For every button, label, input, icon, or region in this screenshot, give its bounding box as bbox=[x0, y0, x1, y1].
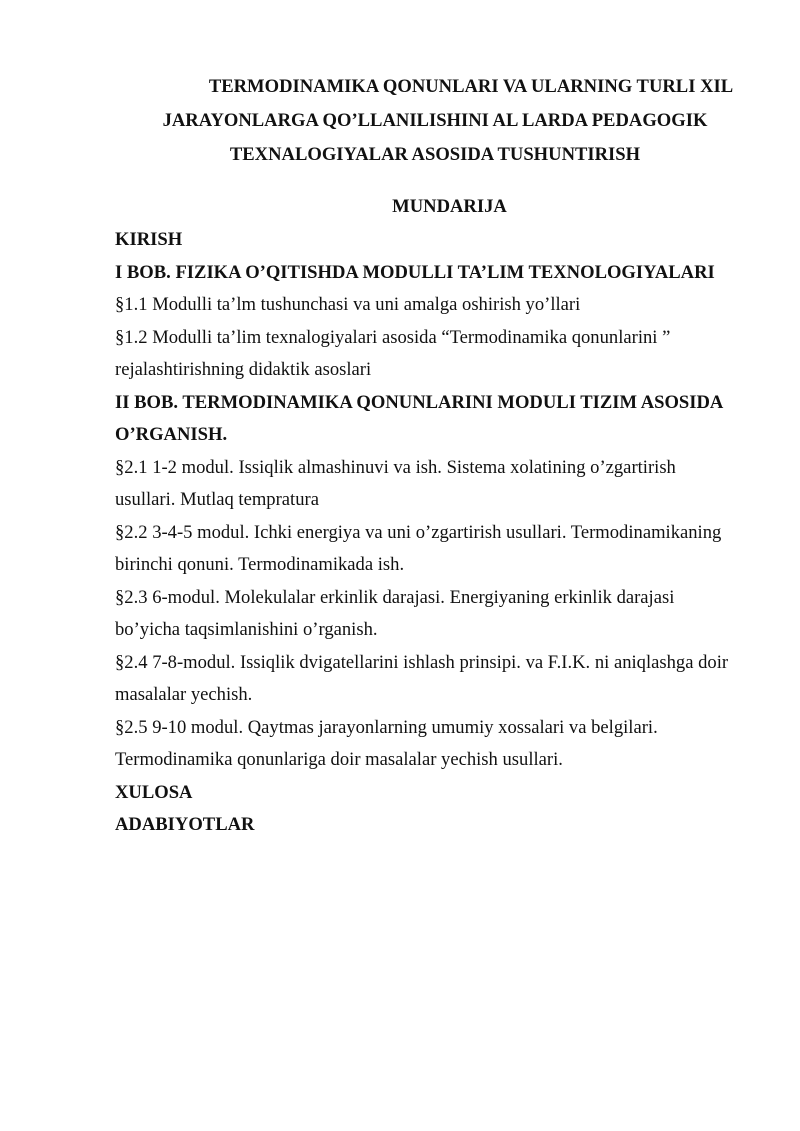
toc-line: Termodinamika qonunlariga doir masalalar yechish usullari. bbox=[115, 749, 563, 770]
toc-entry-section-2-4 bbox=[115, 647, 740, 712]
toc-line: ADABIYOTLAR bbox=[115, 814, 255, 835]
toc-line: §2.1 1-2 modul. Issiqlik almashinuvi va ish. Sistema xolatining o’zgartirish bbox=[115, 456, 676, 478]
toc-line: XULOSA bbox=[115, 781, 193, 803]
toc-line: KIRISH bbox=[115, 229, 183, 250]
toc-heading: MUNDARIJA bbox=[392, 196, 507, 217]
toc-entry-section-2-2 bbox=[115, 517, 740, 582]
toc-line: §2.5 9-10 modul. Qaytmas jarayonlarning umumiy xossalari va belgilari. bbox=[115, 716, 658, 738]
toc-line: §1.1 Modulli ta’lm tushunchasi va uni amalga oshirish yo’llari bbox=[115, 294, 581, 315]
toc-line: bo’yicha taqsimlanishini o’rganish. bbox=[115, 619, 378, 640]
table-of-contents bbox=[115, 224, 740, 842]
toc-line: I BOB. FIZIKA O’QITISHDA MODULLI TA’LIM TEXNOLOGIYALARI bbox=[115, 261, 715, 283]
toc-entry-section-1-1 bbox=[115, 289, 740, 322]
toc-line: §2.2 3-4-5 modul. Ichki energiya va uni o’zgartirish usullari. Termodinamikaning bbox=[115, 521, 722, 543]
toc-line: §1.2 Modulli ta’lim texnalogiyalari asosida “Termodinamika qonunlarini ” bbox=[115, 326, 671, 348]
toc-entry-section-2-5 bbox=[115, 712, 740, 777]
toc-line: birinchi qonuni. Termodinamikada ish. bbox=[115, 554, 405, 575]
title-line-1: TERMODINAMIKA QONUNLARI VA ULARNING TURLI XIL bbox=[208, 76, 734, 97]
toc-entry-conclusion bbox=[115, 777, 740, 810]
title-line-3: TEXNALOGIYALAR ASOSIDA TUSHUNTIRISH bbox=[229, 144, 641, 165]
toc-line: §2.3 6-modul. Molekulalar erkinlik darajasi. Energiyaning erkinlik darajasi bbox=[115, 586, 675, 608]
toc-entry-section-2-3 bbox=[115, 582, 740, 647]
toc-line: O’RGANISH. bbox=[115, 424, 228, 445]
toc-line: masalalar yechish. bbox=[115, 684, 253, 705]
toc-entry-section-1-2 bbox=[115, 322, 740, 387]
toc-line: II BOB. TERMODINAMIKA QONUNLARINI MODULI TIZIM ASOSIDA bbox=[115, 391, 724, 413]
toc-entry-references bbox=[115, 809, 740, 842]
toc-line: §2.4 7-8-modul. Issiqlik dvigatellarini ishlash prinsipi. va F.I.K. ni aniqlashga doir bbox=[115, 651, 729, 673]
toc-entry-introduction bbox=[115, 224, 740, 257]
toc-line: rejalashtirishning didaktik asoslari bbox=[115, 359, 372, 380]
toc-entry-chapter-2 bbox=[115, 387, 740, 452]
title-line-2: JARAYONLARGA QO’LLANILISHINI AL LARDA PEDAGOGIK bbox=[162, 110, 708, 131]
toc-entry-chapter-1 bbox=[115, 257, 740, 290]
toc-line: usullari. Mutlaq temprаtura bbox=[115, 489, 319, 510]
toc-entry-section-2-1 bbox=[115, 452, 740, 517]
document-title bbox=[105, 70, 765, 172]
